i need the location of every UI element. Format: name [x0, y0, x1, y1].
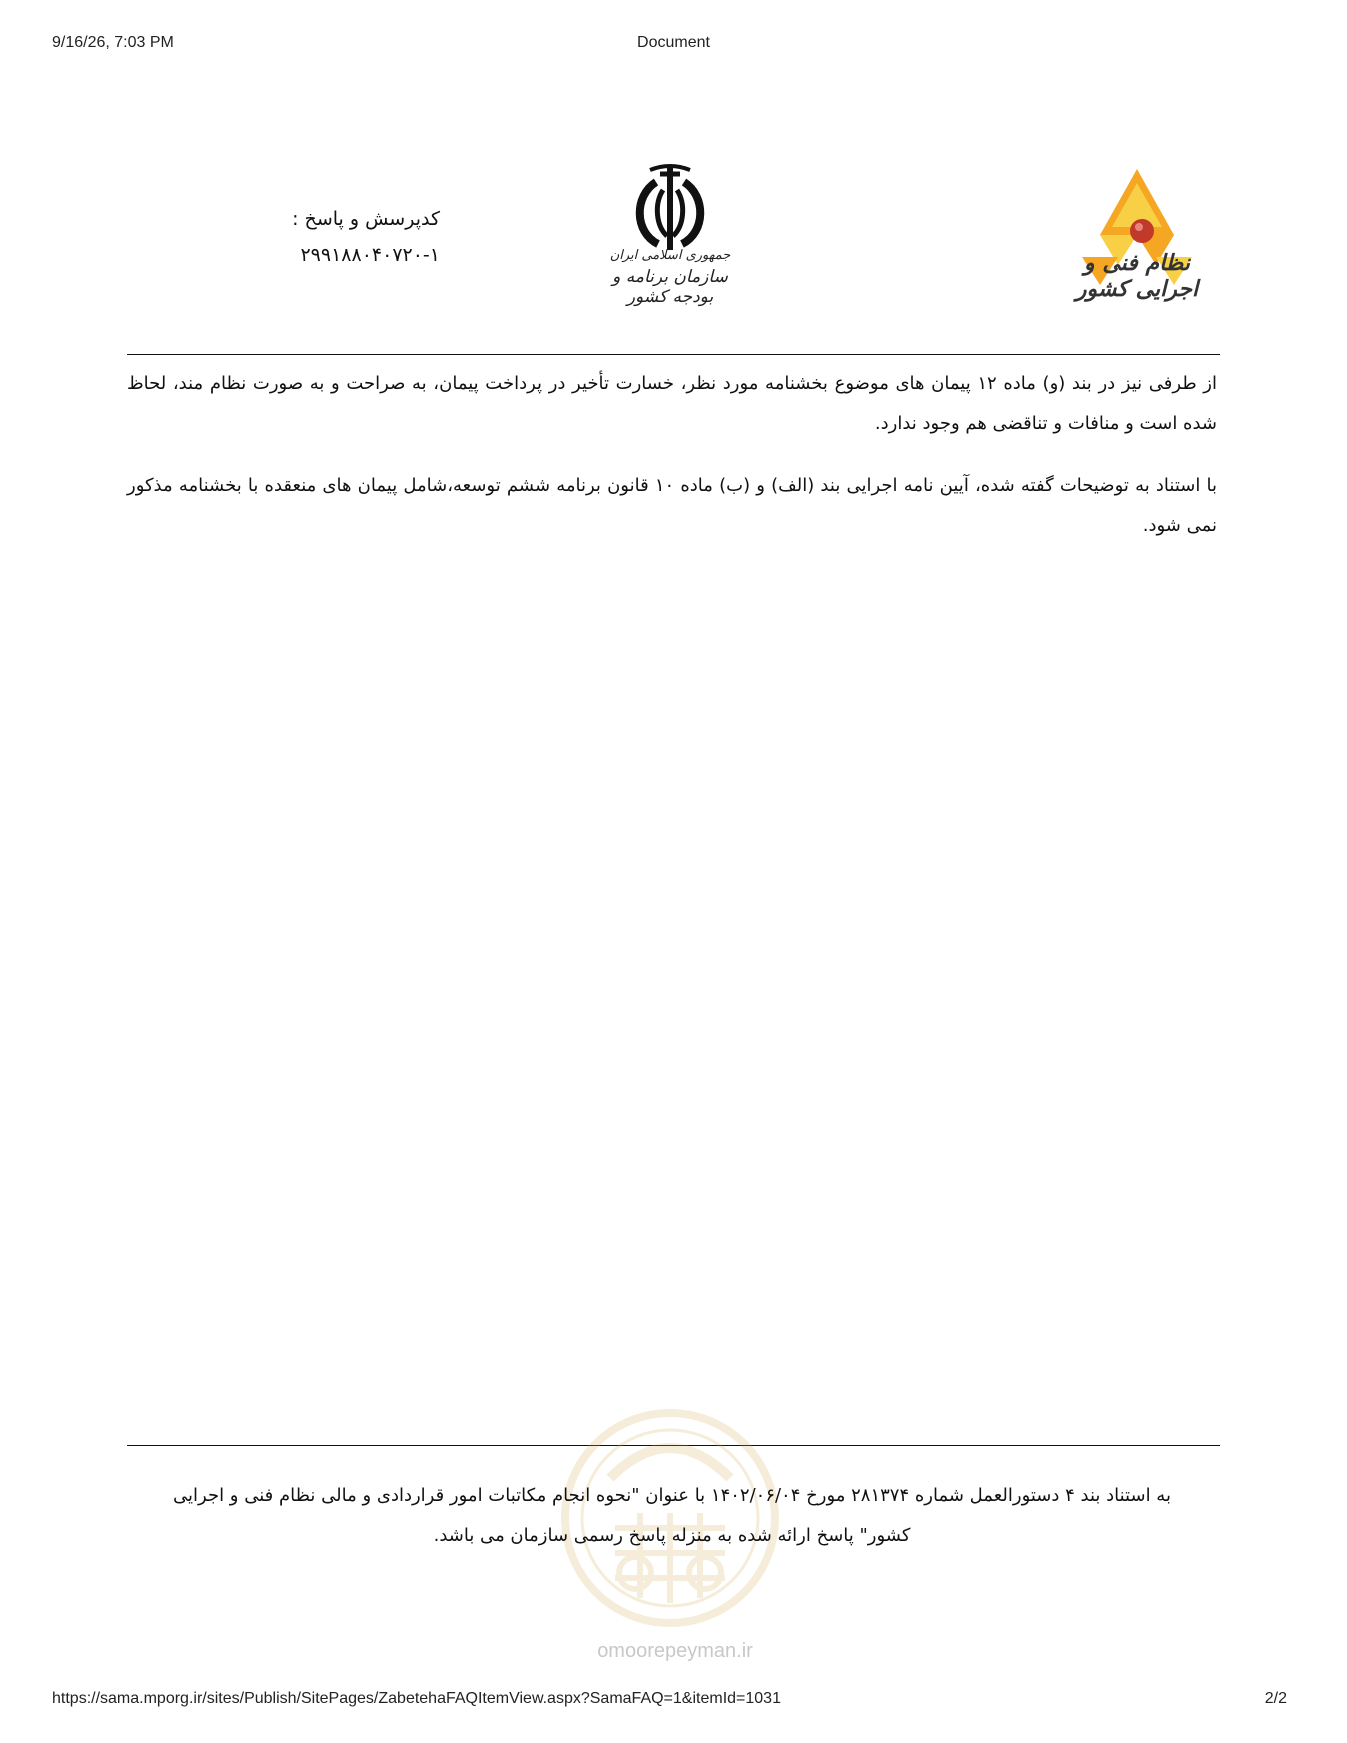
- note-line: کشور" پاسخ ارائه شده به منزله پاسخ رسمی سازمان می باشد.: [433, 1525, 911, 1546]
- brand-name: نظام فنی و اجرایی کشور: [1075, 250, 1199, 302]
- header-divider: [127, 354, 1220, 355]
- qa-code-value: ۲۹۹۱۸۸۰۴۰۷۲۰-۱: [300, 244, 440, 266]
- document-body: [127, 364, 1217, 568]
- note-line: به استناد بند ۴ دستورالعمل شماره ۲۸۱۳۷۴ مورخ ۱۴۰۲/۰۶/۰۴ با عنوان "نحوه انجام مکاتبات امور قراردادی و مالی نظام فنی و اجرایی: [173, 1485, 1171, 1506]
- body-paragraph: با استناد به توضیحات گفته شده، آیین نامه اجرایی بند (الف) و (ب) ماده ۱۰ قانون برنامه ششم توسعه،شامل پیمان های منعقده با بخشنامه مذکور نمی شود.: [127, 475, 1217, 536]
- body-paragraph: از طرفی نیز در بند (و) ماده ۱۲ پیمان های موضوع بخشنامه مورد نظر، خسارت تأخیر در پرداخت پیمان، به صراحت و به صورت نظام مند، لحاظ شده است و منافات و تناقضی هم وجود ندارد.: [127, 373, 1217, 434]
- print-datetime: 9/16/26, 7:03 PM: [52, 34, 174, 51]
- iran-emblem-icon: [620, 160, 720, 260]
- watermark-text: omoorepeyman.ir: [597, 1640, 753, 1662]
- print-url: https://sama.mporg.ir/sites/Publish/SitePages/ZabetehaFAQItemView.aspx?SamaFAQ=1&itemId=1031: [52, 1690, 781, 1707]
- emblem-caption-line2: سازمان برنامه و بودجه کشور: [612, 267, 728, 307]
- emblem-caption: [590, 248, 750, 307]
- official-response-note: [127, 1476, 1217, 1556]
- print-title: Document: [637, 34, 710, 51]
- qa-code-label: کدپرسش و پاسخ :: [292, 208, 440, 230]
- print-page-number: 2/2: [1264, 1690, 1287, 1707]
- emblem-caption-line1: جمهوری اسلامی ایران: [609, 248, 731, 263]
